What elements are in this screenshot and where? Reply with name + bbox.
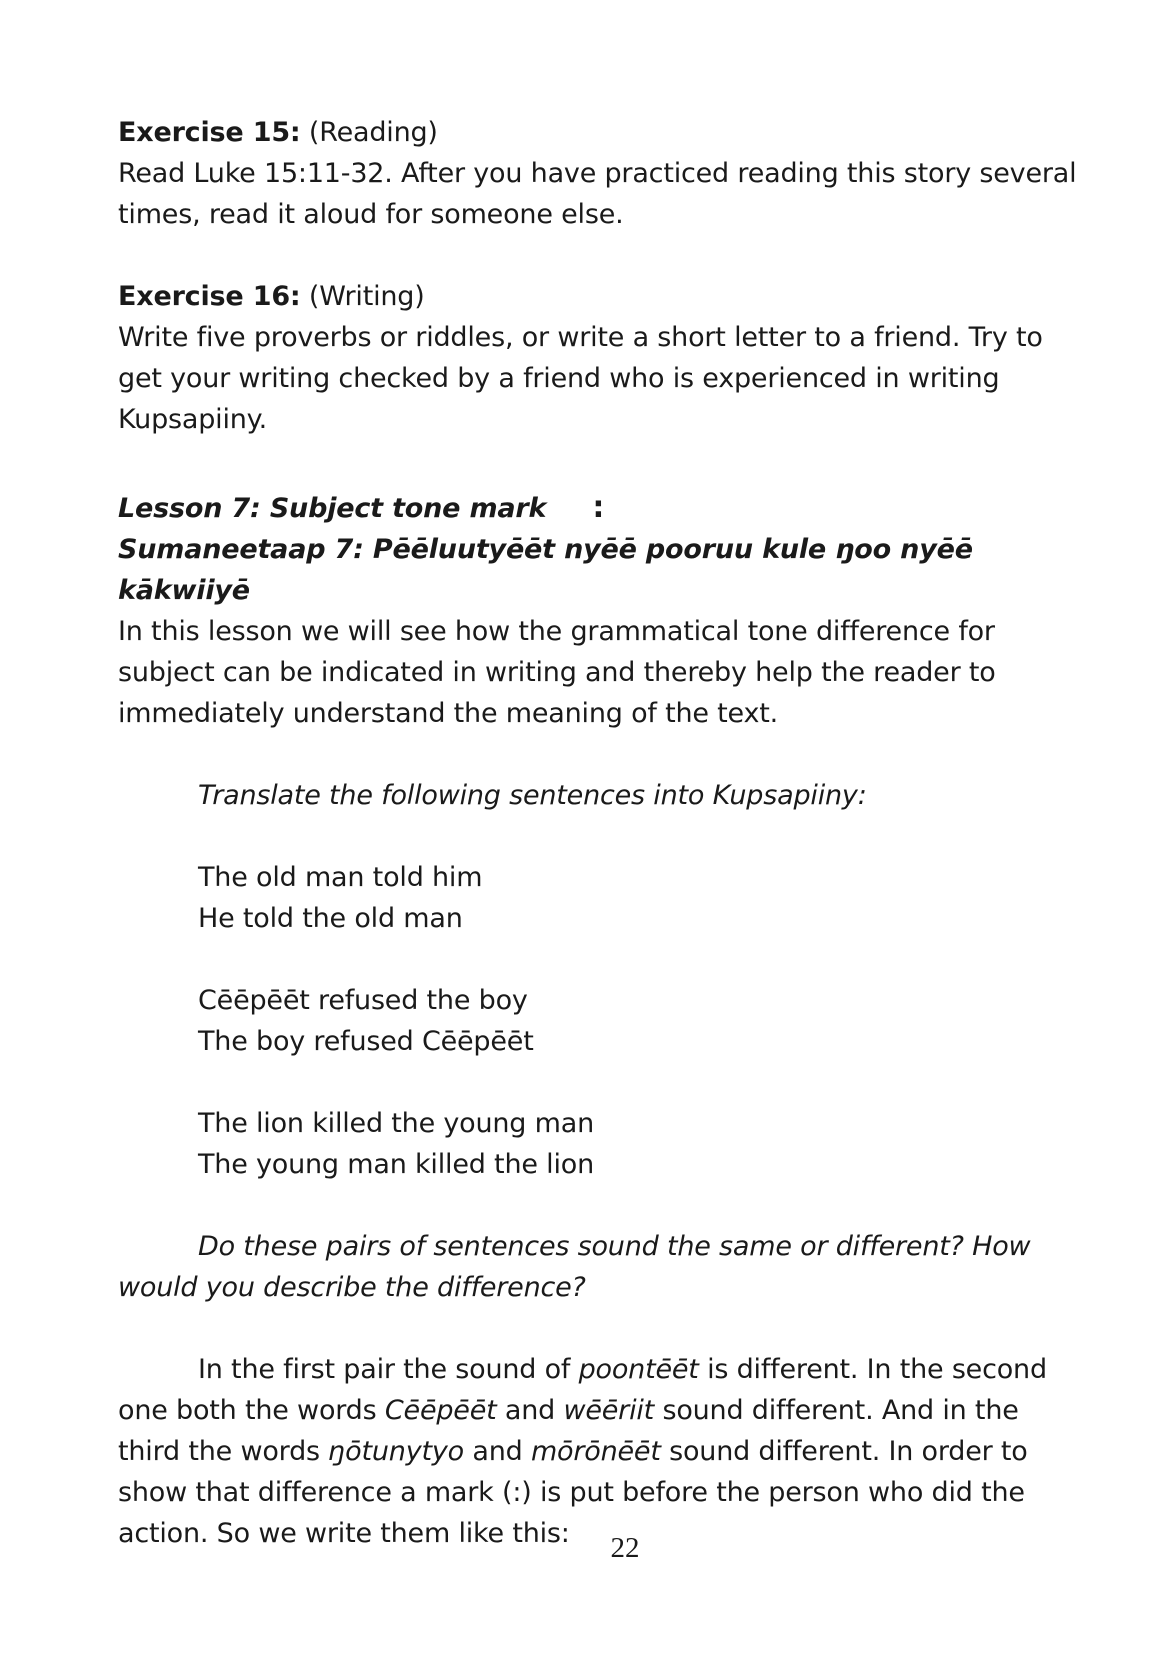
explanation-text: and (496, 1395, 564, 1426)
sentence-pair-1 (118, 857, 1078, 939)
exercise-15-heading (118, 112, 1078, 153)
sentence: The lion killed the young man (198, 1108, 594, 1139)
example-word: mōrōnēēt (530, 1436, 661, 1467)
lesson-title: Lesson 7: Subject tone mark (118, 493, 547, 524)
spacer (118, 440, 1078, 481)
lesson-heading (118, 487, 1078, 529)
sentence: He told the old man (198, 903, 463, 934)
lesson-subtitle: Sumaneetaap 7: Pēēluutyēēt nyēē pooruu kule ŋoo nyēē kākwiiyē (118, 534, 973, 606)
example-word: ŋōtunytyo (328, 1436, 464, 1467)
spacer (118, 235, 1078, 276)
lesson-intro: In this lesson we will see how the grammatical tone difference for subject can be indicated in writing and thereby help the reader to immediately understand the meaning of the text. (118, 616, 996, 729)
explanation-text: is different. In the second one both the words (118, 1354, 1047, 1426)
spacer (118, 816, 1078, 857)
spacer (118, 1308, 1078, 1349)
subject-tone-mark: : (592, 490, 605, 525)
spacer (118, 734, 1078, 775)
explanation-text: In the first pair the sound of (198, 1354, 579, 1385)
example-word: poontēēt (578, 1354, 699, 1385)
spacer (118, 1185, 1078, 1226)
exercise-16-heading (118, 276, 1078, 317)
exercise-15-type: (Reading) (308, 117, 438, 148)
sentence: The old man told him (198, 862, 483, 893)
sentence-pair-2 (118, 980, 1078, 1062)
exercise-16-text: Write five proverbs or riddles, or write a short letter to a friend. Try to get your writing checked by a friend who is experienced in writing Kupsapiiny. (118, 322, 1043, 435)
explanation-text: and (463, 1436, 531, 1467)
explanation-text: sound different. And in the third the words (118, 1395, 1019, 1467)
page-content (118, 112, 1078, 1554)
discussion-question: Do these pairs of sentences sound the same or different? How would you describe the difference? (118, 1231, 1031, 1303)
example-word: Cēēpēēt (384, 1395, 497, 1426)
page-number: 22 (610, 1532, 640, 1564)
spacer (118, 1062, 1078, 1103)
exercise-15-text: Read Luke 15:11-32. After you have practiced reading this story several times, read it aloud for someone else. (118, 158, 1077, 230)
exercise-15-title: Exercise 15: (118, 117, 301, 148)
sentence-pair-3 (118, 1103, 1078, 1185)
exercise-16-title: Exercise 16: (118, 281, 301, 312)
explanation-paragraph (118, 1349, 1078, 1554)
example-word: wēēriit (563, 1395, 655, 1426)
exercise-16-type: (Writing) (308, 281, 425, 312)
sentence: The young man killed the lion (198, 1149, 594, 1180)
explanation-text: sound different. In order to show that difference a mark (:) is put before the person who did the action. So we write them like this: (118, 1436, 1028, 1549)
sentence: Cēēpēēt refused the boy (198, 985, 528, 1016)
sentence: The boy refused Cēēpēēt (198, 1026, 534, 1057)
translate-instruction: Translate the following sentences into Kupsapiiny: (198, 780, 867, 811)
spacer (118, 939, 1078, 980)
